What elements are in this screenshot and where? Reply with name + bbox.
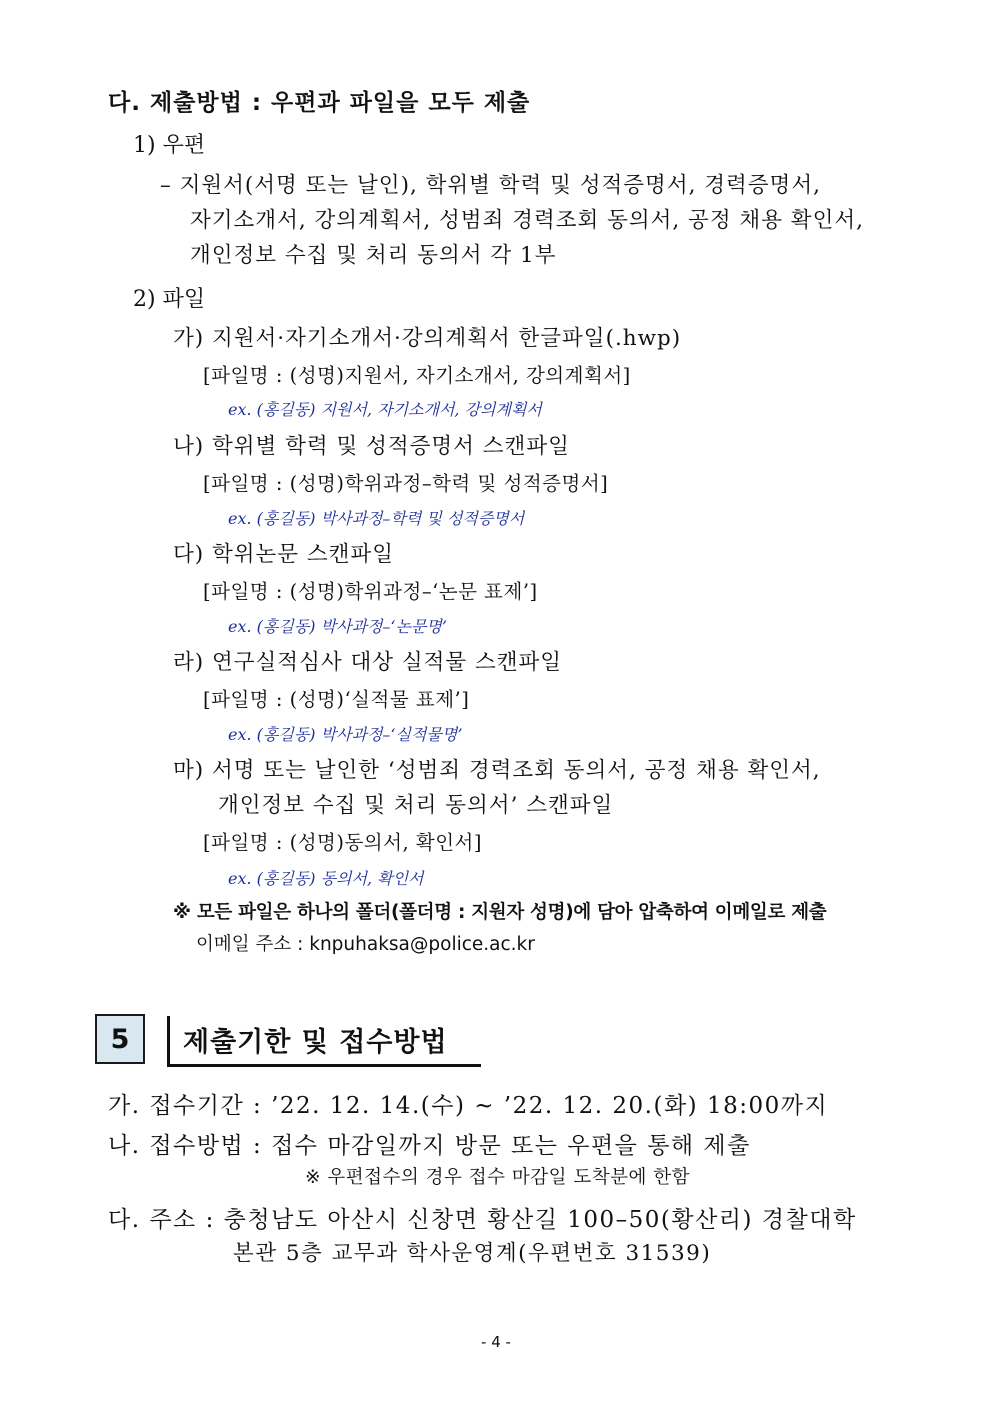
post-line-2: 자기소개서, 강의계획서, 성범죄 경력조회 동의서, 공정 채용 확인서, <box>190 208 864 233</box>
file-item-title: 라) 연구실적심사 대상 실적물 스캔파일 <box>173 650 563 675</box>
email-address: 이메일 주소 : knpuhaksa@police.ac.kr <box>196 934 535 955</box>
file-item-filename: [파일명 : (성명)학위과정–학력 및 성적증명서] <box>203 472 609 495</box>
reception-method-note: ※ 우편접수의 경우 접수 마감일 도착분에 한함 <box>305 1167 690 1188</box>
file-item-example: ex. (홍길동) 지원서, 자기소개서, 강의계획서 <box>228 400 542 419</box>
file-item-title: 가) 지원서·자기소개서·강의계획서 한글파일(.hwp) <box>173 326 682 351</box>
file-item-title: 마) 서명 또는 날인한 ‘성범죄 경력조회 동의서, 공정 채용 확인서, <box>173 758 821 783</box>
post-heading: 1) 우편 <box>133 133 206 158</box>
page-number: - 4 - <box>481 1333 511 1351</box>
section-number: 5 <box>110 1023 130 1055</box>
file-item-filename: [파일명 : (성명)학위과정–‘논문 표제’] <box>203 580 538 603</box>
submission-note: ※ 모든 파일은 하나의 폴더(폴더명 : 지원자 성명)에 담아 압축하여 이메일로 제출 <box>173 902 827 923</box>
file-item-filename: [파일명 : (성명)‘실적물 표제’] <box>203 688 470 711</box>
reception-method: 나. 접수방법 : 접수 마감일까지 방문 또는 우편을 통해 제출 <box>108 1133 751 1159</box>
file-item-title: 다) 학위논문 스캔파일 <box>173 542 394 567</box>
section-underline <box>167 1064 481 1067</box>
address-line-2: 본관 5층 교무과 학사운영계(우편번호 31539) <box>233 1241 712 1266</box>
file-item-filename: [파일명 : (성명)지원서, 자기소개서, 강의계획서] <box>203 364 631 387</box>
file-item-title: 나) 학위별 학력 및 성적증명서 스캔파일 <box>173 434 570 459</box>
section-da-title: 다. 제출방법 : 우편과 파일을 모두 제출 <box>108 90 531 116</box>
section-number-box <box>95 1014 145 1064</box>
file-item-example: ex. (홍길동) 동의서, 확인서 <box>228 869 424 888</box>
post-line-1: – 지원서(서명 또는 날인), 학위별 학력 및 성적증명서, 경력증명서, <box>160 173 821 198</box>
post-line-3: 개인정보 수집 및 처리 동의서 각 1부 <box>190 243 557 268</box>
section5-title: 제출기한 및 접수방법 <box>183 1027 448 1058</box>
address-line-1: 다. 주소 : 충청남도 아산시 신창면 황산길 100–50(황산리) 경찰대학 <box>108 1207 857 1233</box>
file-heading: 2) 파일 <box>133 287 206 312</box>
reception-period: 가. 접수기간 : ’22. 12. 14.(수) ~ ’22. 12. 20.(화) 18:00까지 <box>108 1093 829 1119</box>
file-item-example: ex. (홍길동) 박사과정–‘실적물명’ <box>228 725 463 744</box>
section-divider-bar <box>167 1016 170 1066</box>
file-item-example: ex. (홍길동) 박사과정–학력 및 성적증명서 <box>228 509 525 528</box>
file-item-title-cont: 개인정보 수집 및 처리 동의서’ 스캔파일 <box>218 793 614 818</box>
file-item-example: ex. (홍길동) 박사과정–‘논문명’ <box>228 617 447 636</box>
file-item-filename: [파일명 : (성명)동의서, 확인서] <box>203 831 483 854</box>
